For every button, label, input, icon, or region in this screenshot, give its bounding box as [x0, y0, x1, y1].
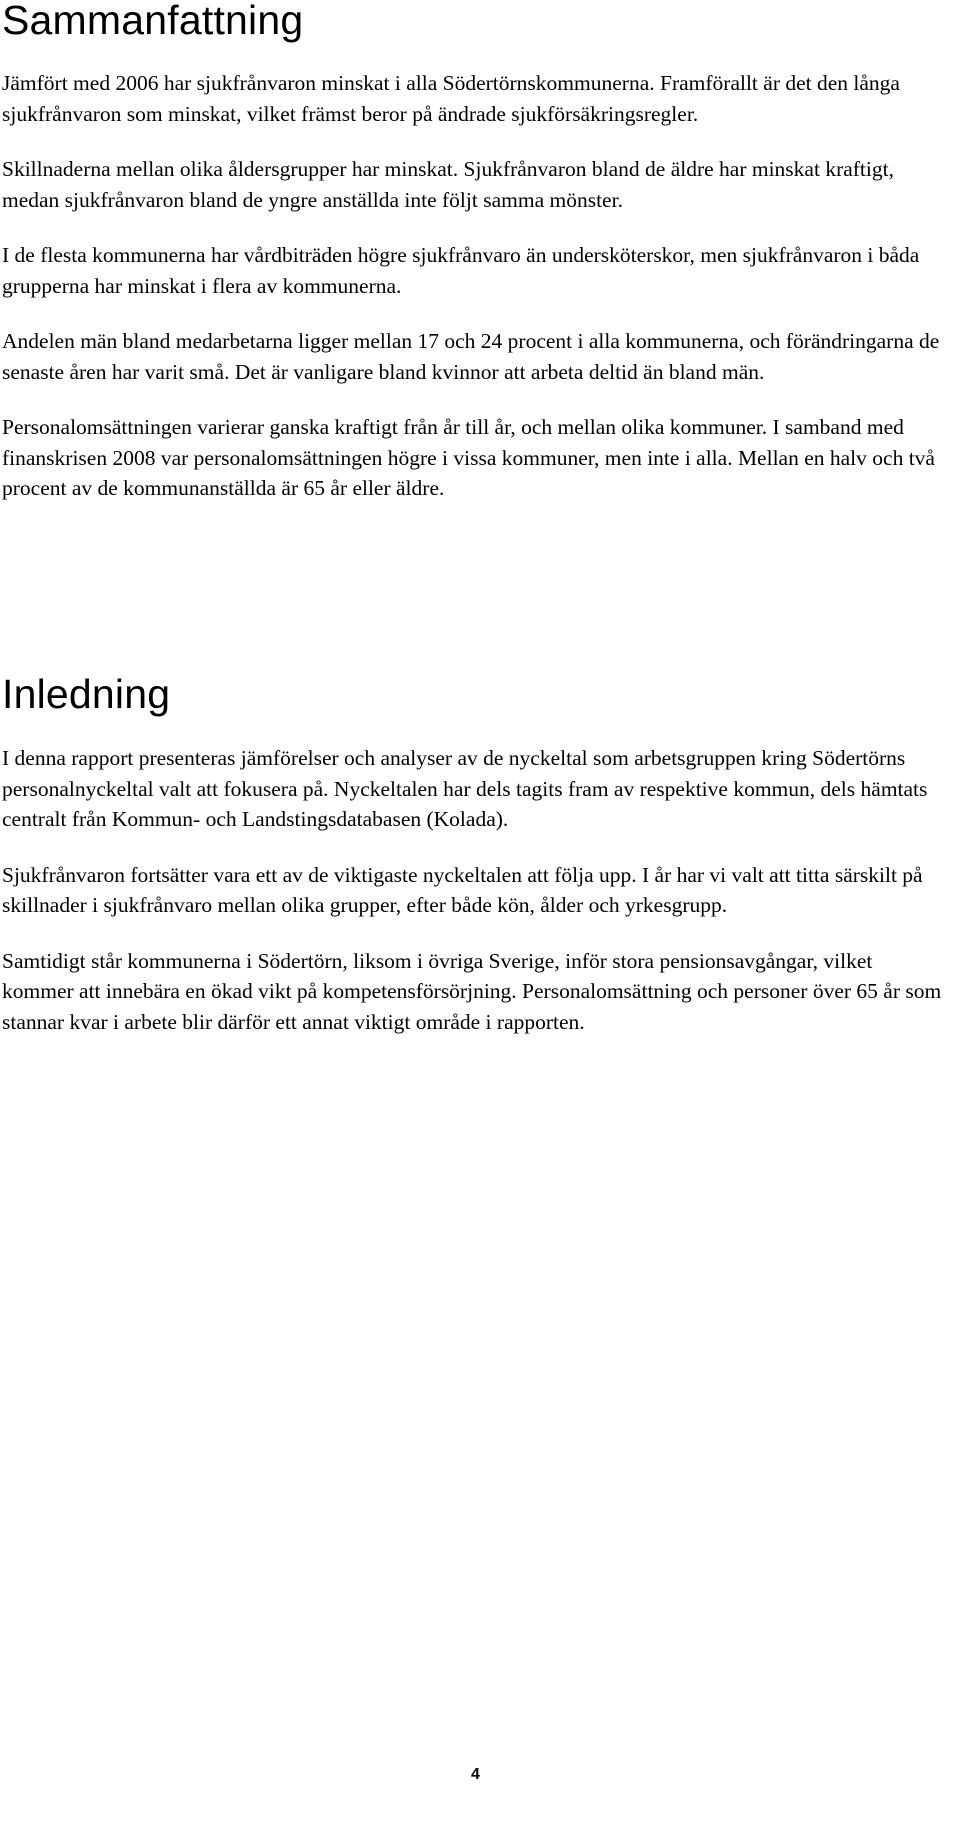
summary-paragraph-5: Personalomsättningen varierar ganska kraftigt från år till år, och mellan olika kommuner. I samband med finanskrisen 2008 var personalomsättningen högre i vissa kommuner, men inte i alla. Mellan en halv och två procent av de kommunanställda är 65 år eller äldre.: [2, 415, 935, 500]
page-number: 4: [471, 1766, 480, 1783]
summary-paragraph-2: Skillnaderna mellan olika åldersgrupper har minskat. Sjukfrånvaron bland de äldre har minskat kraftigt, medan sjukfrånvaron bland de yngre anställda inte följt samma mönster.: [2, 157, 894, 212]
introduction-paragraph-3: Samtidigt står kommunerna i Södertörn, liksom i övriga Sverige, inför stora pensionsavgångar, vilket kommer att innebära en ökad vikt på kompetensförsörjning. Personalomsättning och personer över 65 år som stannar kvar i arbete blir därför ett annat viktigt område i rapporten.: [2, 948, 942, 1034]
introduction-heading: Inledning: [2, 671, 171, 717]
introduction-paragraph-2: Sjukfrånvaron fortsätter vara ett av de viktigaste nyckeltalen att följa upp. I år har vi valt att titta särskilt på skillnader i sjukfrånvaro mellan olika grupper, efter både kön, ålder och yrkesgrupp.: [2, 862, 923, 917]
summary-paragraph-4: Andelen män bland medarbetarna ligger mellan 17 och 24 procent i alla kommunerna, och förändringarna de senaste åren har varit små. Det är vanligare bland kvinnor att arbeta deltid än bland män.: [2, 329, 940, 384]
summary-paragraph-3: I de flesta kommunerna har vårdbiträden högre sjukfrånvaro än undersköterskor, men sjukfrånvaron i båda grupperna har minskat i flera av kommunerna.: [2, 243, 920, 298]
introduction-body: [2, 743, 942, 1037]
introduction-paragraph-1: I denna rapport presenteras jämförelser och analyser av de nyckeltal som arbetsgruppen kring Södertörns personalnyckeltal valt att fokusera på. Nyckeltalen har dels tagits fram av respektive kommun, dels hämtats centralt från Kommun- och Landstingsdatabasen (Kolada).: [2, 746, 928, 831]
summary-paragraph-1: Jämfört med 2006 har sjukfrånvaron minskat i alla Södertörnskommunerna. Framförallt är det den långa sjukfrånvaron som minskat, vilket främst beror på ändrade sjukförsäkringsregler.: [2, 71, 900, 126]
summary-heading: Sammanfattning: [2, 0, 304, 43]
summary-body: [2, 68, 942, 504]
